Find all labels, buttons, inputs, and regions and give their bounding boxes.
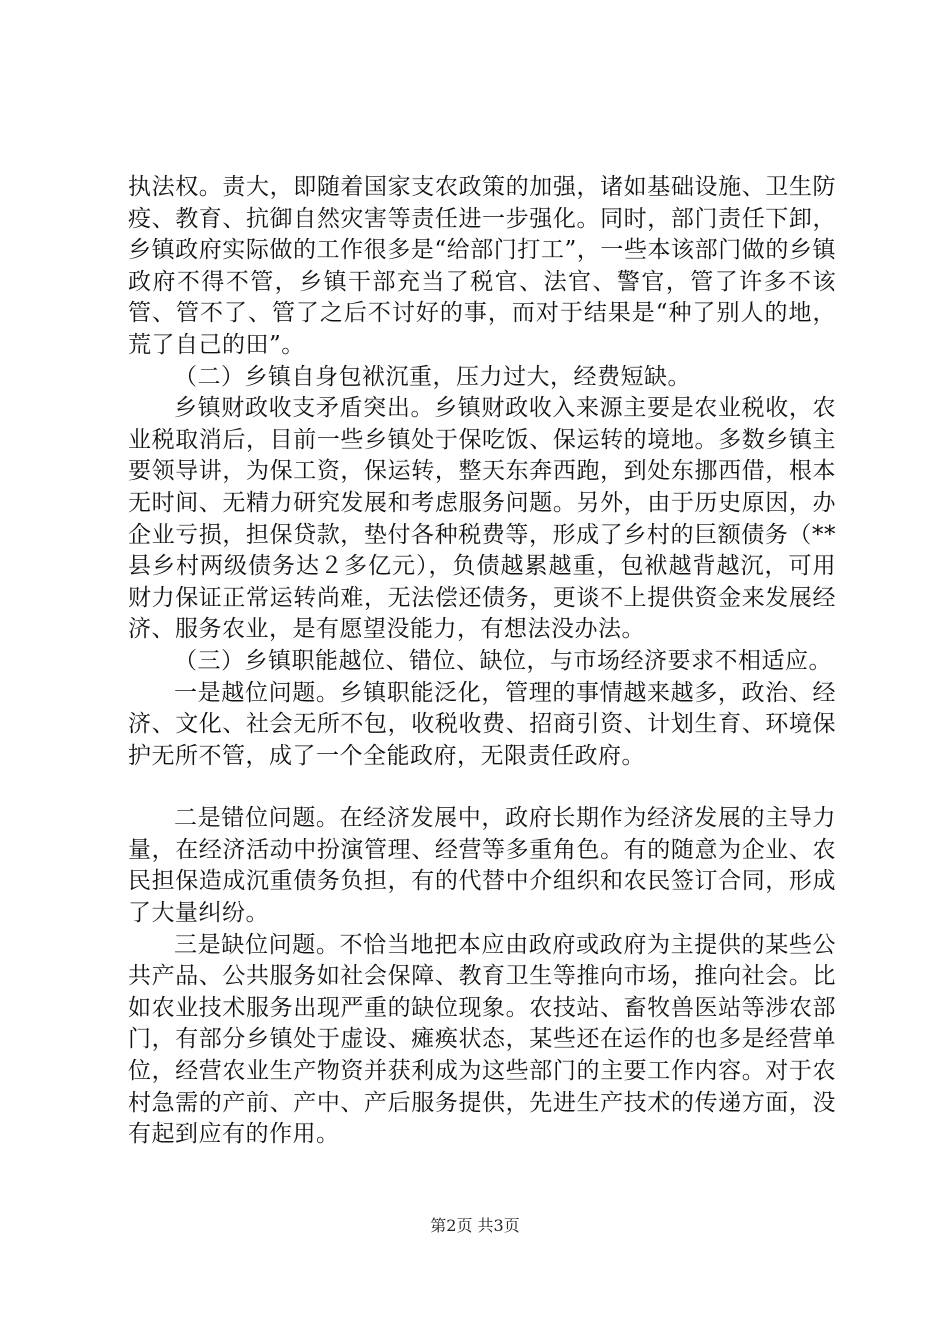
section-heading-3: （三）乡镇职能越位、错位、缺位，与市场经济要求不相适应。 [174,647,832,674]
paragraph-overreach: 一是越位问题。乡镇职能泛化，管理的事情越来越多，政治、经济、文化、社会无所不包，收税收费、招商引资、计划生育、环境保护无所不管，成了一个全能政府，无限责任政府。 [128,679,836,769]
paragraph-absence: 三是缺位问题。不恰当地把本应由政府或政府为主提供的某些公共产品、公共服务如社会保障、教育卫生等推向市场，推向社会。比如农业技术服务出现严重的缺位现象。农技站、畜牧兽医站等涉农部门，有部分乡镇处于虚设、瘫痪状态，某些还在运作的也多是经营单位，经营农业生产物资并获利成为这些部门的主要工作内容。对于农村急需的产前、产中、产后服务提供，先进生产技术的传递方面，没有起到应有的作用。 [128,931,836,1148]
section-heading-2: （二）乡镇自身包袱沉重，压力过大，经费短缺。 [174,363,691,390]
paragraph-finance: 乡镇财政收支矛盾突出。乡镇财政收入来源主要是农业税收，农业税取消后，目前一些乡镇处于保吃饭、保运转的境地。多数乡镇主要领导讲，为保工资，保运转，整天东奔西跑，到处东挪西借，根本无时间、无精力研究发展和考虑服务问题。另外，由于历史原因，办企业亏损，担保贷款，垫付各种税费等，形成了乡村的巨额债务（**县乡村两级债务达２多亿元），负债越累越重，包袱越背越沉，可用财力保证正常运转尚难，无法偿还债务，更谈不上提供资金来发展经济、服务农业，是有愿望没能力，有想法没办法。 [128,395,836,643]
paragraph-misplacement: 二是错位问题。在经济发展中，政府长期作为经济发展的主导力量，在经济活动中扮演管理、经营等多重角色。有的随意为企业、农民担保造成沉重债务负担，有的代替中介组织和农民签订合同，形成了大量纠纷。 [128,805,836,927]
paragraph-continuation: 执法权。责大，即随着国家支农政策的加强，诸如基础设施、卫生防疫、教育、抗御自然灾害等责任进一步强化。同时，部门责任下卸，乡镇政府实际做的工作很多是“给部门打工”，一些本该部门做的乡镇政府不得不管，乡镇干部充当了税官、法官、警官，管了许多不该管、管不了、管了之后不讨好的事，而对于结果是“种了别人的地，荒了自己的田”。 [128,174,836,358]
document-body [128,172,836,1151]
page-number-footer: 第2页 共3页 [430,1216,520,1235]
